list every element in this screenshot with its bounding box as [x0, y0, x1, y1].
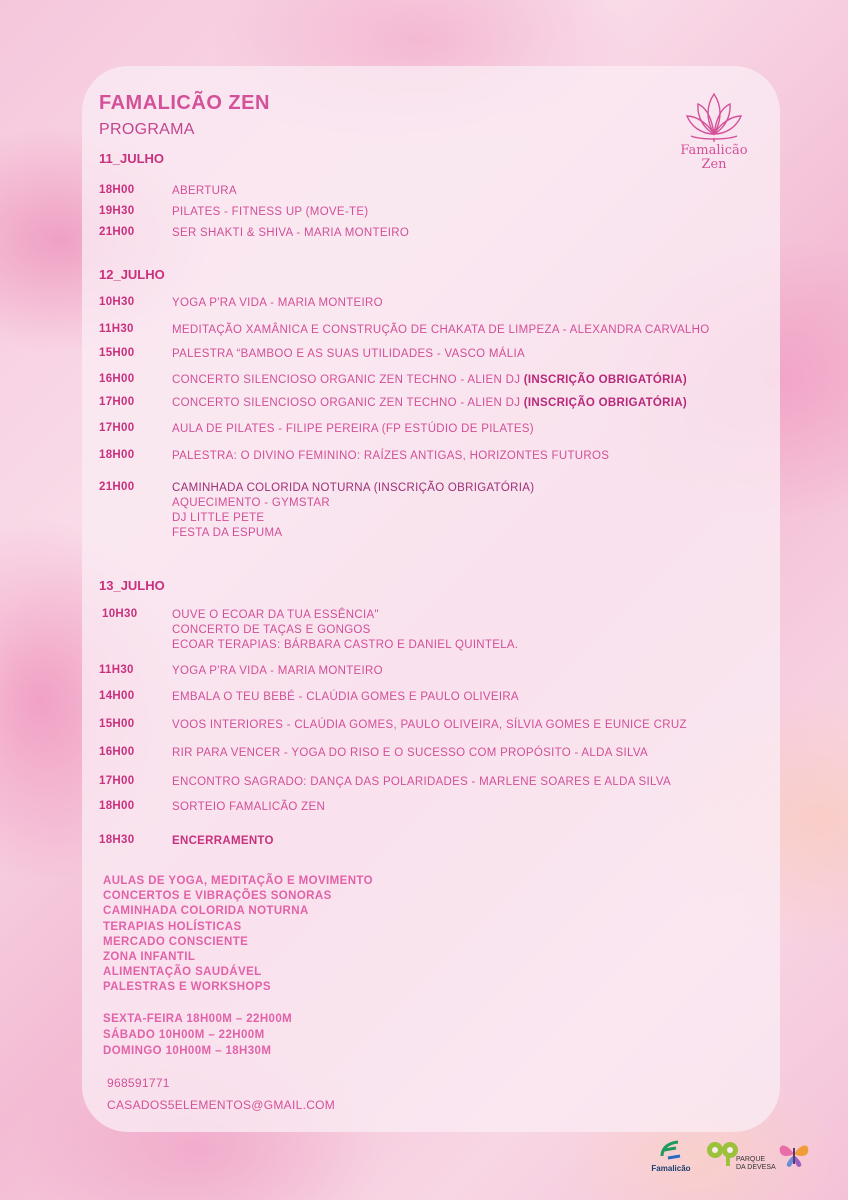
- event-desc: SORTEIO FAMALICÃO ZEN: [172, 801, 326, 813]
- event-desc-text: CAMINHADA COLORIDA NOTURNA (INSCRIÇÃO OBRIGATÓRIA): [172, 482, 535, 494]
- event-time: 16H00: [99, 746, 135, 758]
- event-desc: ENCONTRO SAGRADO: DANÇA DAS POLARIDADES - MARLENE SOARES E ALDA SILVA: [172, 776, 671, 788]
- event-time: 15H00: [99, 347, 135, 359]
- event-desc: VOOS INTERIORES - CLAÚDIA GOMES, PAULO OLIVEIRA, SÍLVIA GOMES E EUNICE CRUZ: [172, 719, 687, 731]
- event-desc: YOGA P'RA VIDA - MARIA MONTEIRO: [172, 665, 383, 677]
- hours-line: SÁBADO 10H00M – 22H00M: [103, 1029, 265, 1041]
- event-desc: ABERTURA: [172, 185, 237, 197]
- sponsor-famalicao: [646, 1138, 696, 1173]
- page-subtitle: PROGRAMA: [99, 121, 195, 138]
- highlight-item: ALIMENTAÇÃO SAUDÁVEL: [103, 966, 262, 979]
- event-desc: PALESTRA “BAMBOO E AS SUAS UTILIDADES - VASCO MÁLIA: [172, 348, 525, 360]
- event-desc: [172, 396, 687, 411]
- highlight-item: MERCADO CONSCIENTE: [103, 935, 249, 948]
- event-time: 10H30: [99, 296, 135, 308]
- highlights-list: [103, 874, 373, 996]
- highlight-item: PALESTRAS E WORKSHOPS: [103, 981, 271, 994]
- event-desc: [172, 608, 518, 653]
- event-time: 18H00: [99, 449, 135, 461]
- event-desc: MEDITAÇÃO XAMÂNICA E CONSTRUÇÃO DE CHAKATA DE LIMPEZA - ALEXANDRA CARVALHO: [172, 324, 710, 336]
- day-heading-13-julho: 13_JULHO: [99, 578, 165, 593]
- event-desc: [172, 373, 687, 388]
- hours-line: SEXTA-FEIRA 18H00M – 22H00M: [103, 1013, 293, 1025]
- parque-label-2: DA DEVESA: [736, 1164, 776, 1171]
- event-desc: PILATES - FITNESS UP (MOVE-TE): [172, 206, 369, 218]
- event-time: 21H00: [99, 481, 135, 493]
- event-time: 18H30: [99, 834, 135, 846]
- event-time: 17H00: [99, 396, 135, 408]
- event-time: 11H30: [99, 664, 134, 676]
- event-time: 16H00: [99, 373, 135, 385]
- highlight-item: CAMINHADA COLORIDA NOTURNA: [103, 905, 309, 918]
- hours-line: DOMINGO 10H00M – 18H30M: [103, 1045, 272, 1057]
- event-desc: SER SHAKTI & SHIVA - MARIA MONTEIRO: [172, 227, 410, 239]
- highlight-item: ZONA INFANTIL: [103, 951, 196, 964]
- event-desc: PALESTRA: O DIVINO FEMININO: RAÍZES ANTIGAS, HORIZONTES FUTUROS: [172, 450, 610, 462]
- event-time: 14H00: [99, 690, 135, 702]
- event-time: 21H00: [99, 226, 135, 238]
- event-time: 18H00: [99, 184, 135, 196]
- logo-text-famalicao: Famalicão: [680, 143, 748, 158]
- event-sub-item: ECOAR TERAPIAS: BÁRBARA CASTRO E DANIEL QUINTELA.: [172, 639, 519, 651]
- registration-note: (INSCRIÇÃO OBRIGATÓRIA): [523, 397, 687, 409]
- event-sub-item: FESTA DA ESPUMA: [172, 527, 283, 539]
- sponsor-casa-elementos: [776, 1138, 812, 1177]
- event-time: 17H00: [99, 775, 135, 787]
- day-heading-12-julho: 12_JULHO: [99, 267, 165, 282]
- lotus-logo: [668, 90, 760, 182]
- page-title: FAMALICÃO ZEN: [99, 92, 270, 114]
- parque-label-1: PARQUE: [736, 1156, 766, 1163]
- contact-phone[interactable]: 968591771: [107, 1076, 170, 1090]
- parque-devesa-logo-icon: [706, 1138, 740, 1168]
- event-desc: ENCERRAMENTO: [172, 835, 274, 847]
- contact-email[interactable]: CASADOS5ELEMENTOS@GMAIL.COM: [107, 1098, 336, 1112]
- event-desc: [172, 481, 534, 541]
- event-desc-text: CONCERTO SILENCIOSO ORGANIC ZEN TECHNO - ALIEN DJ: [172, 374, 521, 386]
- event-desc: RIR PARA VENCER - YOGA DO RISO E O SUCESSO COM PROPÓSITO - ALDA SILVA: [172, 747, 648, 759]
- event-sub-item: DJ LITTLE PETE: [172, 512, 265, 524]
- event-desc: AULA DE PILATES - FILIPE PEREIRA (FP ESTÚDIO DE PILATES): [172, 423, 534, 435]
- event-desc-text: OUVE O ECOAR DA TUA ESSÊNCIA": [172, 609, 379, 621]
- opening-hours: [103, 1011, 292, 1059]
- event-desc: EMBALA O TEU BEBÉ - CLAÚDIA GOMES E PAULO OLIVEIRA: [172, 691, 519, 703]
- lotus-icon: [681, 90, 747, 144]
- event-time: 17H00: [99, 422, 135, 434]
- famalicao-label: Famalicão: [651, 1164, 691, 1173]
- event-sub-item: AQUECIMENTO - GYMSTAR: [172, 497, 330, 509]
- famalicao-logo-icon: [646, 1138, 696, 1160]
- event-desc-text: CONCERTO SILENCIOSO ORGANIC ZEN TECHNO - ALIEN DJ: [172, 397, 521, 409]
- event-desc: YOGA P'RA VIDA - MARIA MONTEIRO: [172, 297, 383, 309]
- highlight-item: TERAPIAS HOLÍSTICAS: [103, 920, 242, 933]
- event-time: 15H00: [99, 718, 135, 730]
- highlight-item: CONCERTOS E VIBRAÇÕES SONORAS: [103, 890, 332, 903]
- highlight-item: AULAS DE YOGA, MEDITAÇÃO E MOVIMENTO: [103, 875, 373, 887]
- butterfly-logo-icon: [776, 1138, 812, 1172]
- event-time: 11H30: [99, 323, 134, 335]
- day-heading-11-julho: 11_JULHO: [99, 151, 165, 166]
- registration-note: (INSCRIÇÃO OBRIGATÓRIA): [523, 374, 687, 386]
- event-time: 10H30: [102, 608, 138, 620]
- event-time: 18H00: [99, 800, 135, 812]
- logo-text-zen: Zen: [701, 157, 727, 172]
- event-time: 19H30: [99, 205, 135, 217]
- event-sub-item: CONCERTO DE TAÇAS E GONGOS: [172, 624, 371, 636]
